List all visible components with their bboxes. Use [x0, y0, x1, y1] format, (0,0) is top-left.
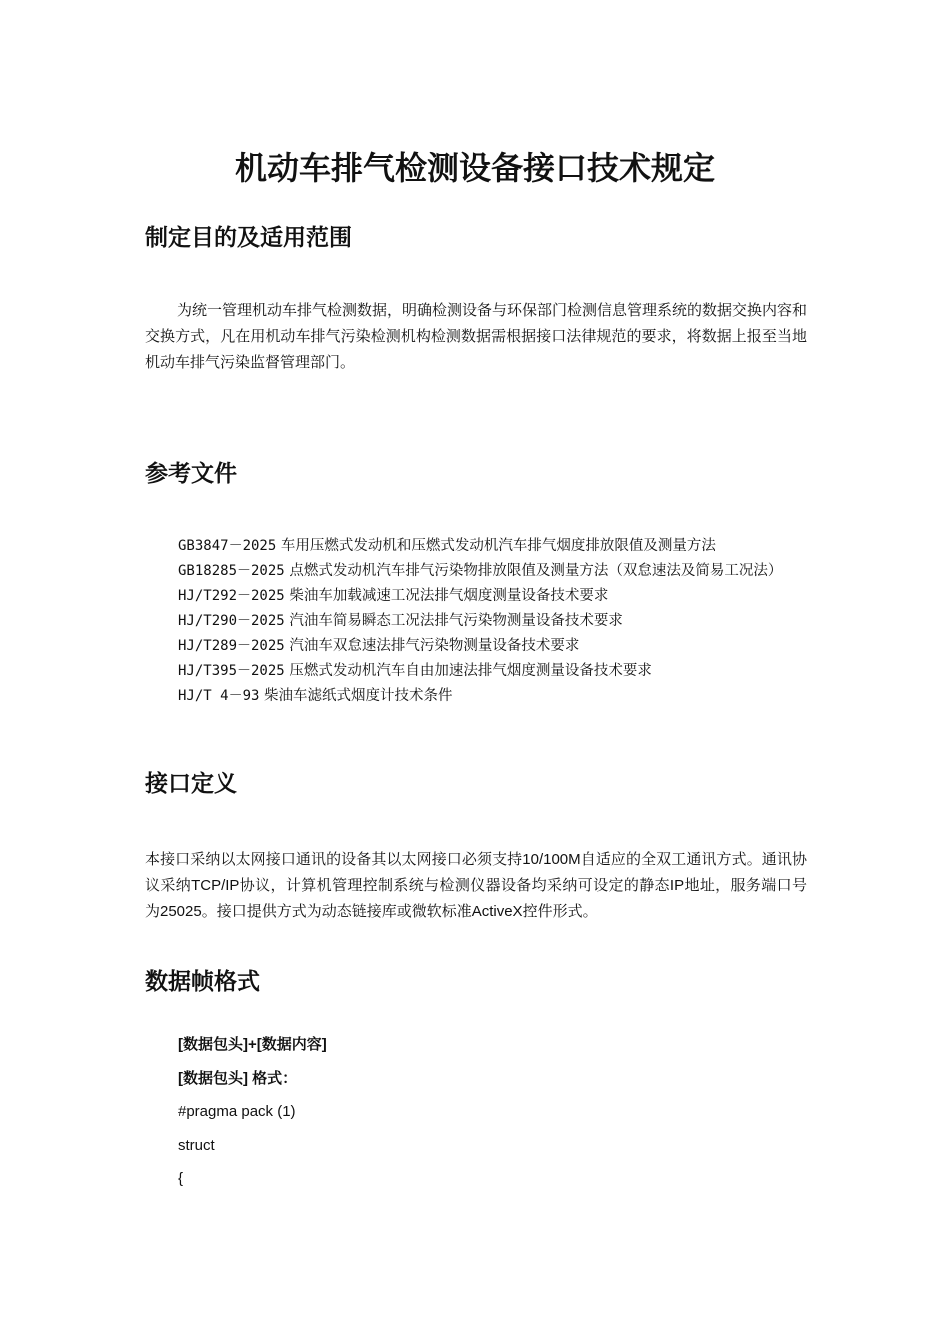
- reference-code: HJ/T289－2025: [178, 638, 285, 654]
- reference-list: [178, 534, 810, 709]
- reference-text: 柴油车加载减速工况法排气烟度测量设备技术要求: [289, 588, 609, 604]
- section-heading-interface: 接口定义: [145, 771, 237, 797]
- section-heading-purpose: 制定目的及适用范围: [145, 225, 352, 251]
- section-heading-frame-format: 数据帧格式: [145, 969, 260, 995]
- reference-item: [178, 584, 810, 609]
- reference-item: [178, 609, 810, 634]
- section-heading-references: 参考文件: [145, 461, 237, 487]
- section-body-interface: 本接口采纳以太网接口通讯的设备其以太网接口必须支持10/100M自适应的全双工通讯方式。通讯协议采纳TCP/IP协议，计算机管理控制系统与检测仪器设备均采纳可设定的静态IP地址，服务端口号为25025。接口提供方式为动态链接库或微软标准ActiveX控件形式。: [145, 851, 807, 920]
- reference-code: GB18285－2025: [178, 563, 285, 579]
- reference-code: HJ/T395－2025: [178, 663, 285, 679]
- document-title: 机动车排气检测设备接口技术规定: [234, 149, 715, 187]
- reference-text: 点燃式发动机汽车排气污染物排放限值及测量方法（双怠速法及简易工况法）: [289, 563, 783, 579]
- reference-code: HJ/T290－2025: [178, 613, 285, 629]
- reference-item: [178, 659, 810, 684]
- reference-text: 柴油车滤纸式烟度计技术条件: [264, 688, 453, 704]
- reference-code: GB3847－2025: [178, 538, 277, 554]
- section-body-purpose: 为统一管理机动车排气检测数据，明确检测设备与环保部门检测信息管理系统的数据交换内容和交换方式，凡在用机动车排气污染检测机构检测数据需根据接口法律规范的要求，将数据上报至当地机动车排气污染监督管理部门。: [145, 301, 808, 371]
- reference-text: 压燃式发动机汽车自由加速法排气烟度测量设备技术要求: [289, 663, 652, 679]
- frame-format-line: #pragma pack (1): [178, 1103, 296, 1120]
- frame-format-line: [数据包头]+[数据内容]: [178, 1036, 327, 1053]
- reference-text: 汽油车简易瞬态工况法排气污染物测量设备技术要求: [289, 613, 623, 629]
- reference-text: 车用压燃式发动机和压燃式发动机汽车排气烟度排放限值及测量方法: [280, 538, 716, 554]
- reference-code: HJ/T 4－93: [178, 688, 260, 704]
- reference-code: HJ/T292－2025: [178, 588, 285, 604]
- reference-item: [178, 559, 810, 584]
- frame-format-lines: [178, 1028, 327, 1196]
- frame-format-line: struct: [178, 1136, 215, 1154]
- reference-text: 汽油车双怠速法排气污染物测量设备技术要求: [289, 638, 580, 654]
- reference-item: [178, 684, 810, 709]
- reference-item: [178, 634, 810, 659]
- frame-format-line: {: [178, 1170, 184, 1187]
- reference-item: [178, 534, 810, 559]
- frame-format-line: [数据包头] 格式：: [178, 1069, 298, 1087]
